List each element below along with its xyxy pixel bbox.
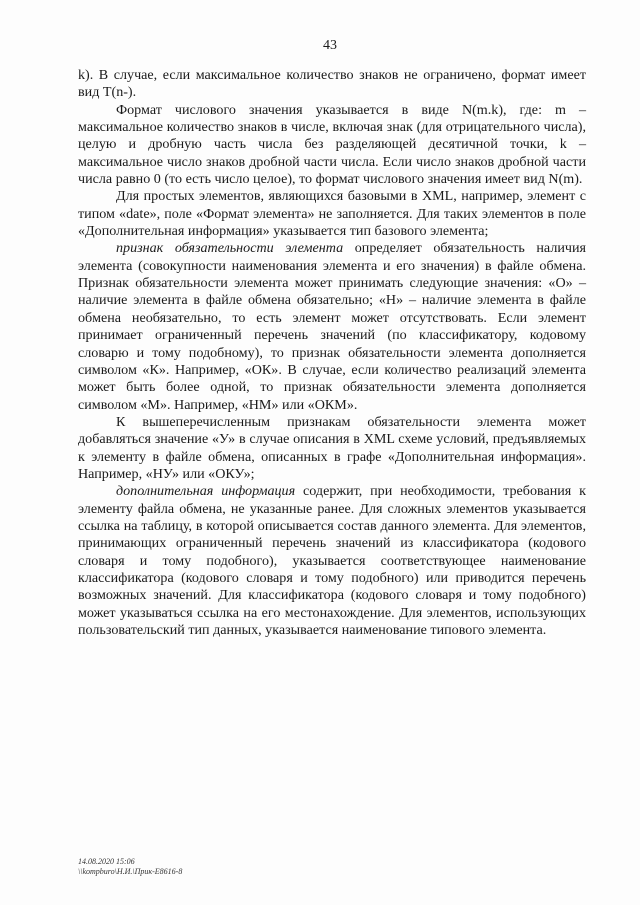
paragraph-text: определяет обязательность наличия элемента (совокупности наименования элемента и его значения) в файле обмена. Признак обязательности элемента может принимать следующие значения: «О» – наличие элемента в файле обмена обязательно; «Н» – наличие элемента в файле обмена необязательно, то есть элемент может отсутствовать. Если элемент принимает ограниченный перечень значений (по классификатору, кодовому словарю и тому подобному), то признак обязательности элемента дополняется символом «К». Например, «ОК». В случае, если количество реализаций элемента может быть более одной, то признак обязательности элемента дополняется символом «М». Например, «НМ» или «ОКМ». xyxy=(78,240,587,413)
document-body xyxy=(78,67,586,639)
term-label: дополнительная информация xyxy=(116,483,296,500)
footer-timestamp: 14.08.2020 15:06 xyxy=(78,857,135,866)
paragraph: k). В случае, если максимальное количество знаков не ограничено, формат имеет вид T(n-). xyxy=(78,67,586,101)
footer-file-path: \\kompburo\Н.И.\Прик-Е8616-8 xyxy=(78,867,183,876)
paragraph xyxy=(78,240,586,413)
page-number: 43 xyxy=(323,38,337,53)
paragraph: Формат числового значения указывается в виде N(m.k), где: m – максимальное количество знаков в числе, включая знак (для отрицательного числа), целую и дробную часть числа без разделяющей десятичной точки, k – максимальное число знаков дробной части числа. Если число знаков дробной части числа равно 0 (то есть число целое), то формат числового значения имеет вид N(m). xyxy=(78,101,586,188)
term-label: признак обязательности элемента xyxy=(116,240,344,257)
paragraph xyxy=(78,483,586,639)
footer-stamp xyxy=(78,857,182,877)
paragraph: К вышеперечисленным признакам обязательности элемента может добавляться значение «У» в случае описания в XML схеме условий, предъявляемых к элементу в файле обмена, описанных в графе «Дополнительная информация». Например, «НУ» или «ОКУ»; xyxy=(78,413,586,482)
paragraph-text: содержит, при необходимости, требования к элементу файла обмена, не указанные ранее. Для сложных элементов указывается ссылка на таблицу, в которой описывается состав данного элемента. Для элементов, принимающих ограниченный перечень значений из классификатора (кодового словаря и тому подобного), указывается соответствующее наименование классификатора (кодового словаря и тому подобного) или приводится перечень возможных значений. Для классификатора (кодового словаря и тому подобного) может указываться ссылка на его местонахождение. Для элементов, использующих пользовательский тип данных, указывается наименование типового элемента. xyxy=(78,483,586,638)
paragraph: Для простых элементов, являющихся базовыми в XML, например, элемент с типом «date», поле «Формат элемента» не заполняется. Для таких элементов в поле «Дополнительная информация» указывается тип базового элемента; xyxy=(78,188,586,240)
